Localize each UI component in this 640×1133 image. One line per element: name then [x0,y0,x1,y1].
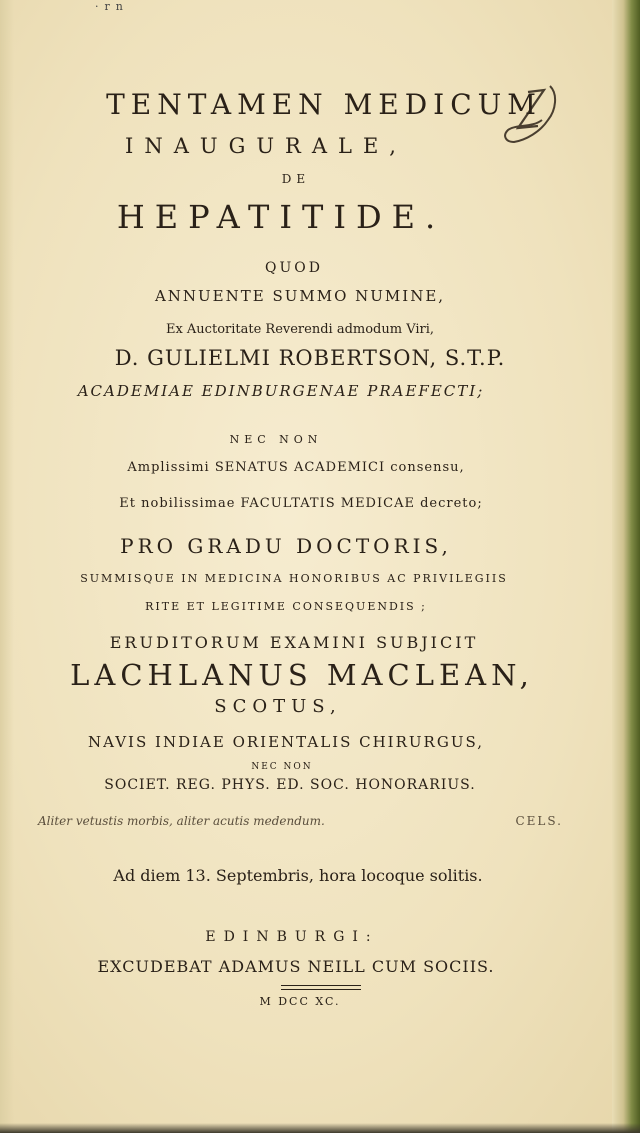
quod-line: QUOD [265,260,323,276]
epigraph-text: Aliter vetustis morbis, aliter acutis medendum. [38,814,325,828]
title-de: DE [281,172,311,186]
imprint-printer: EXCUDEBAT ADAMUS NEILL CUM SOCIIS. [97,957,495,976]
scotus-line: SCOTUS, [214,696,342,717]
nec-non-line-2: NEC NON [251,762,313,772]
imprint-year: M DCC XC. [259,995,341,1008]
double-rule-top [281,985,361,986]
eruditorum-line: ERUDITORUM EXAMINI SUBJICIT [109,633,479,652]
imprint-city: EDINBURGI: [205,929,379,945]
page-binding-edge [612,0,640,1133]
senatus-line: Amplissimi SENATUS ACADEMICI consensu, [127,460,465,475]
top-fragment-text: ·rn [95,0,129,13]
academiae-line: ACADEMIAE EDINBURGENAE PRAEFECTI; [77,382,485,400]
double-rule-bottom [281,989,361,990]
title-line-1: TENTAMEN MEDICUM [106,88,542,121]
author-name: LACHLANUS MACLEAN, [70,658,534,692]
rite-line: RITE ET LEGITIME CONSEQUENDIS ; [145,600,427,613]
auctoritate-line: Ex Auctoritate Reverendi admodum Viri, [165,322,435,337]
societ-line: SOCIET. REG. PHYS. ED. SOC. HONORARIUS. [104,777,476,793]
title-line-2: INAUGURALE, [125,134,407,158]
date-line: Ad diem 13. Septembris, hora locoque solitis. [113,866,483,885]
epigraph-attribution: CELS. [515,814,563,828]
annuente-line: ANNUENTE SUMMO NUMINE, [154,287,446,305]
pro-gradu-line: PRO GRADU DOCTORIS, [120,534,452,558]
navis-line: NAVIS INDIAE ORIENTALIS CHIRURGUS, [88,733,484,751]
title-subject: HEPATITIDE. [116,198,446,236]
robertson-line: D. GULIELMI ROBERTSON, S.T.P. [114,346,506,370]
nec-non-line: NEC NON [229,433,323,446]
page-bottom-shadow [0,1123,640,1133]
epigraph [38,814,563,834]
summisque-line: SUMMISQUE IN MEDICINA HONORIBUS AC PRIVILEGIIS [80,572,508,585]
facultatis-line: Et nobilissimae FACULTATIS MEDICAE decreto; [119,496,483,511]
